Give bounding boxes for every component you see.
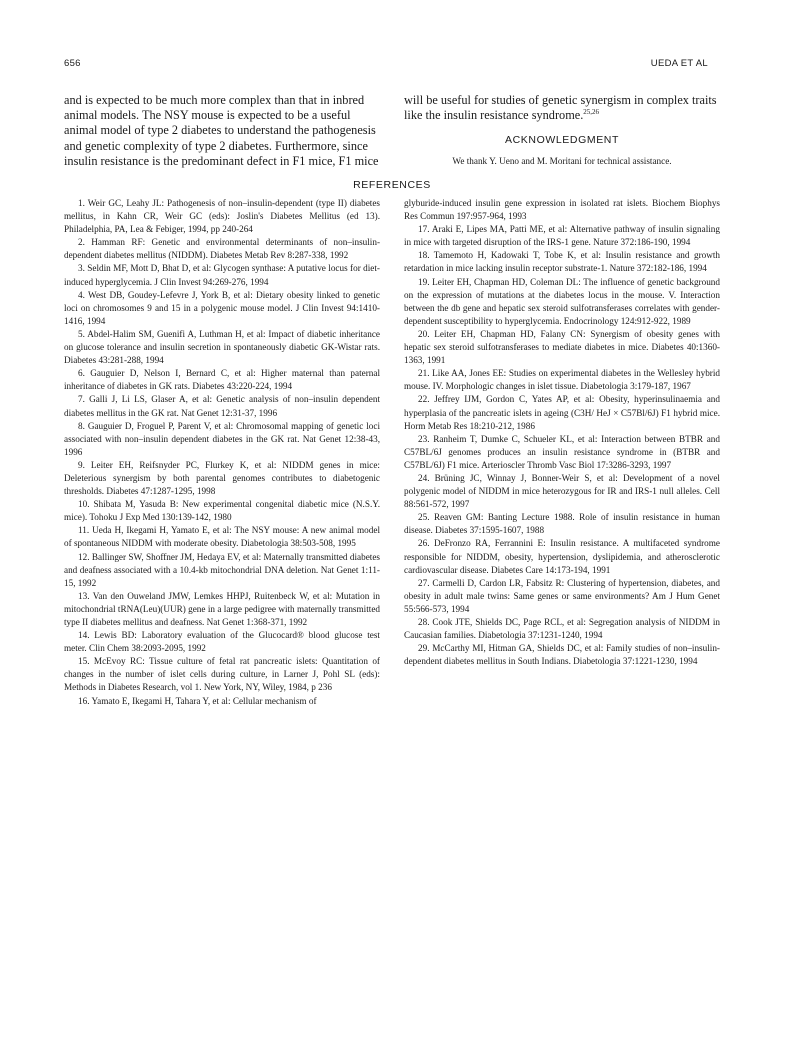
reference-item: 16. Yamato E, Ikegami H, Tahara Y, et al: Cellular mechanism of: [78, 695, 317, 706]
reference-item: 18. Tamemoto H, Kadowaki T, Tobe K, et al: Insulin resistance and growth retardation in mice lacking insulin receptor substrate-1. Nature 372:182-186, 1994: [404, 250, 720, 274]
reference-item: 19. Leiter EH, Chapman HD, Coleman DL: The influence of genetic background on the expression of mutations at the diabetes locus in the mouse. V. Interaction between the db gene and hepatic sex steroid sulfotransferases correlates with gender-dependent susceptibility to hyperglycemia. Endocrinology 124:912-922, 1989: [404, 276, 720, 326]
body-left-column: [64, 93, 380, 169]
reference-item: 9. Leiter EH, Reifsnyder PC, Flurkey K, et al: NIDDM genes in mice: Deleterious synergism by both parental genomes contributes to diabetogenic thresholds. Diabetes 47:1287-1295, 1998: [64, 459, 380, 497]
reference-item: 14. Lewis BD: Laboratory evaluation of the Glucocard® blood glucose test meter. Clin Chem 38:2093-2095, 1992: [64, 630, 380, 654]
reference-item: 4. West DB, Goudey-Lefevre J, York B, et al: Dietary obesity linked to genetic loci on chromosomes 9 and 15 in a polygenic mouse model. J Clin Invest 94:1410-1416, 1994: [64, 289, 380, 326]
reference-item: 15. McEvoy RC: Tissue culture of fetal rat pancreatic islets: Quantitation of changes in the number of islet cells during culture, in Larner J, Pohl SL (eds): Methods in Diabetes Research, vol 1. New York, NY, Wiley, 1984, p 236: [64, 656, 380, 693]
reference-item: 17. Araki E, Lipes MA, Patti ME, et al: Alternative pathway of insulin signaling in mice with targeted disruption of the IRS-1 gene. Nature 372:186-190, 1994: [404, 224, 720, 248]
references-left-column: [64, 197, 380, 708]
body-line: and is expected to be much more complex than that in inbred: [64, 93, 365, 107]
references-title: REFERENCES: [353, 179, 431, 191]
acknowledgment-text: We thank Y. Ueno and M. Moritani for technical assistance.: [452, 156, 672, 166]
references-right-column: [404, 197, 720, 668]
reference-item: 25. Reaven GM: Banting Lecture 1988. Role of insulin resistance in human disease. Diabetes 37:1595-1607, 1988: [404, 512, 720, 536]
reference-item: 8. Gauguier D, Froguel P, Parent V, et al: Chromosomal mapping of genetic loci associated with non–insulin dependent diabetes in the GK rat. Nat Genet 12:38-43, 1996: [64, 420, 380, 457]
reference-item: 20. Leiter EH, Chapman HD, Falany CN: Synergism of obesity genes with hepatic sex steroid sulfotransferases to mediate diabetes in mice. Diabetes 40:1360-1363, 1991: [404, 328, 720, 366]
reference-item: 22. Jeffrey IJM, Gordon C, Yates AP, et al: Obesity, hyperinsulinaemia and hyperplasia of the pancreatic islets in ageing (C3H/ HeJ × C57Bl/6J) F1 hybrid mice. Horm Metab Res 18:210-212, 1986: [404, 394, 720, 431]
reference-item: 21. Like AA, Jones EE: Studies on experimental diabetes in the Wellesley hybrid mouse. IV. Morphologic changes in islet tissue. Diabetologia 3:179-187, 1967: [404, 368, 720, 392]
acknowledgment-title: ACKNOWLEDGMENT: [505, 134, 619, 146]
running-title: UEDA ET AL: [650, 58, 708, 69]
body-line: insulin resistance is the predominant defect in F1 mice, F1 mice: [64, 153, 379, 168]
reference-continuation: glyburide-induced insulin gene expression in isolated rat islets. Biochem Biophys Res Commun 197:957-964, 1993: [404, 198, 720, 222]
reference-item: 12. Ballinger SW, Shoffner JM, Hedaya EV, et al: Maternally transmitted diabetes and deafness associated with a 10.4-kb mitochondrial DNA deletion. Nat Genet 1:11-15, 1992: [64, 551, 380, 588]
reference-item: 2. Hamman RF: Genetic and environmental determinants of non–insulin-dependent diabetes mellitus (NIDDM). Diabetes Metab Rev 8:287-338, 1992: [64, 237, 380, 261]
reference-item: 28. Cook JTE, Shields DC, Page RCL, et al: Segregation analysis of NIDDM in Caucasian families. Diabetologia 37:1231-1240, 1994: [404, 617, 720, 641]
body-line: and genetic complexity of type 2 diabetes. Furthermore, since: [64, 138, 368, 153]
reference-item: 26. DeFronzo RA, Ferrannini E: Insulin resistance. A multifaceted syndrome responsible for NIDDM, obesity, hypertension, dyslipidemia, and atherosclerotic cardiovascular disease. Diabetes Care 14:173-194, 1991: [404, 538, 720, 575]
reference-item: 23. Ranheim T, Dumke C, Schueler KL, et al: Interaction between BTBR and C57BL/6J genomes produces an insulin resistance syndrome in (BTBR and C57BL/6J) F1 mice. Arterioscler Thromb Vasc Biol 17:3286-3293, 1997: [404, 433, 720, 470]
reference-item: 6. Gauguier D, Nelson I, Bernard C, et al: Higher maternal than paternal inheritance of diabetes in GK rats. Diabetes 43:220-224, 1994: [64, 368, 380, 392]
reference-item: 7. Galli J, Li LS, Glaser A, et al: Genetic analysis of non–insulin dependent diabetes mellitus in the GK rat. Nat Genet 12:31-37, 1996: [64, 394, 380, 418]
body-line-text: like the insulin resistance syndrome.: [404, 108, 584, 123]
reference-item: 10. Shibata M, Yasuda B: New experimental congenital diabetic mice (N.S.Y. mice). Tohoku J Exp Med 130:139-142, 1980: [64, 499, 380, 523]
reference-item: 5. Abdel-Halim SM, Guenifi A, Luthman H, et al: Impact of diabetic inheritance on glucose tolerance and insulin secretion in spontaneously diabetic GK-Wistar rats. Diabetes 43:281-288, 1994: [64, 328, 380, 366]
reference-item: 24. Brüning JC, Winnay J, Bonner-Weir S, et al: Development of a novel polygenic model of NIDDM in mice heterozygous for IR and IRS-1 null alleles. Cell 88:561-572, 1997: [404, 472, 720, 510]
body-line: animal model of type 2 diabetes to understand the pathogenesis: [64, 123, 376, 138]
body-line: animal models. The NSY mouse is expected to be a useful: [64, 108, 351, 123]
reference-item: 1. Weir GC, Leahy JL: Pathogenesis of non–insulin-dependent (type II) diabetes mellitus, in Kahn CR, Weir GC (eds): Joslin's Diabetes Mellitus (ed 13). Philadelphia, PA, Lea & Febiger, 1994, pp 240-264: [64, 198, 380, 235]
reference-item: 27. Carmelli D, Cardon LR, Fabsitz R: Clustering of hypertension, diabetes, and obesity in adult male twins: Same genes or same environments? Am J Hum Genet 55:566-573, 1994: [404, 577, 720, 614]
citation-superscript: 25,26: [583, 108, 600, 117]
body-line: will be useful for studies of genetic synergism in complex traits: [404, 93, 717, 107]
reference-item: 13. Van den Ouweland JMW, Lemkes HHPJ, Ruitenbeck W, et al: Mutation in mitochondrial tRNA(Leu)(UUR) gene in a large pedigree with maternally transmitted type II diabetes mellitus and deafness. Nat Genet 1:368-371, 1992: [64, 590, 380, 627]
reference-item: 3. Seldin MF, Mott D, Bhat D, et al: Glycogen synthase: A putative locus for diet-induced hyperglycemia. J Clin Invest 94:269-276, 1994: [64, 263, 380, 287]
body-line: [404, 108, 720, 123]
reference-item: 29. McCarthy MI, Hitman GA, Shields DC, et al: Family studies of non–insulin-dependent diabetes mellitus in South Indians. Diabetologia 37:1221-1230, 1994: [404, 643, 720, 667]
reference-item: 11. Ueda H, Ikegami H, Yamato E, et al: The NSY mouse: A new animal model of spontaneous NIDDM with moderate obesity. Diabetologia 38:503-508, 1995: [64, 525, 380, 549]
page-number: 656: [64, 58, 81, 69]
body-right-column: [404, 93, 720, 123]
